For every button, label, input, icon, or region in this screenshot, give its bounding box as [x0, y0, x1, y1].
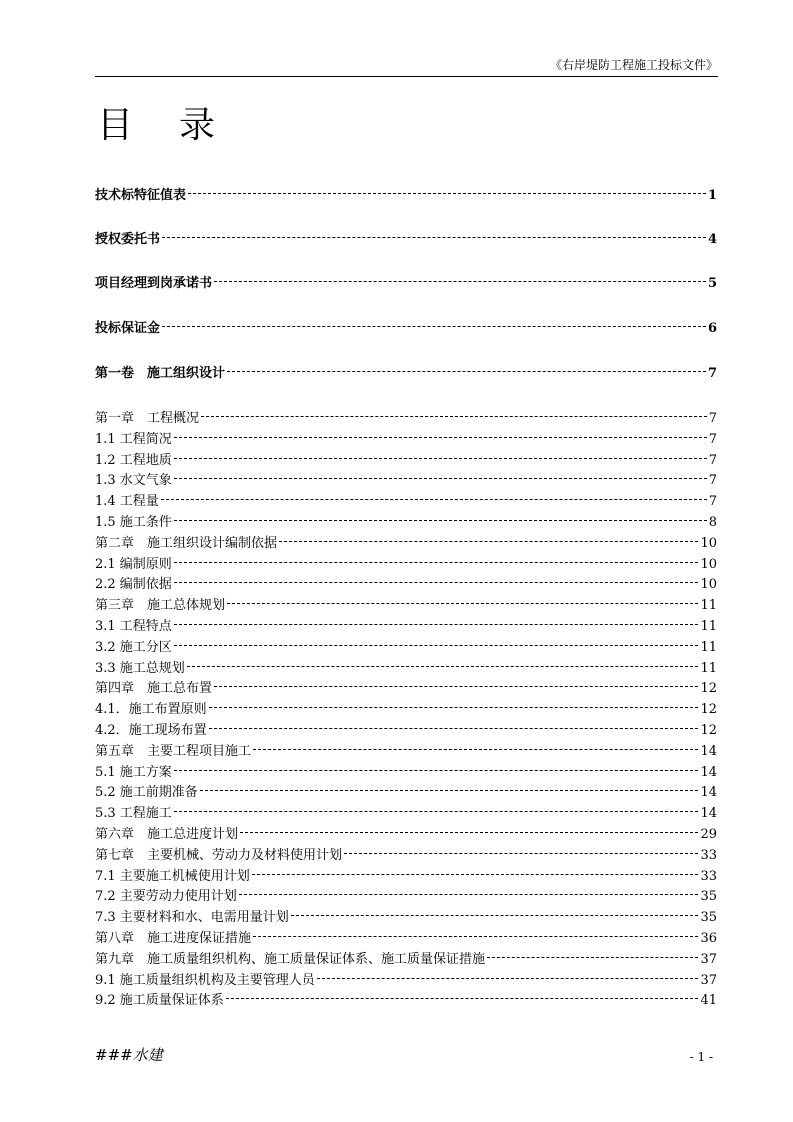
toc-entry-page: 12	[700, 723, 717, 737]
toc-entry-label: 第五章 主要工程项目施工	[95, 744, 252, 758]
toc-entry[interactable]	[95, 927, 717, 945]
toc-entry-page: 12	[700, 681, 717, 695]
toc-leader-dots	[174, 453, 707, 463]
toc-entry[interactable]	[95, 885, 717, 903]
toc-entry-label: 7.1 主要施工机械使用计划	[95, 869, 250, 883]
toc-entry-label: 第七章 主要机械、劳动力及材料使用计划	[95, 848, 343, 862]
toc-leader-dots	[200, 785, 699, 795]
toc-entry[interactable]	[95, 657, 717, 675]
toc-entry-label: 第九章 施工质量组织机构、施工质量保证体系、施工质量保证措施	[95, 952, 486, 966]
toc-entry[interactable]	[95, 407, 717, 425]
toc-leader-dots	[279, 536, 698, 546]
toc-entry-label: 2.2 编制依据	[95, 577, 172, 591]
toc-entry[interactable]	[95, 761, 717, 779]
toc-entry-page: 10	[700, 577, 717, 591]
toc-entry-page: 11	[700, 661, 717, 675]
page-header	[95, 58, 718, 77]
toc-entry[interactable]	[95, 844, 717, 862]
toc-leader-dots	[162, 232, 706, 242]
toc-entry-label: 第八章 施工进度保证措施	[95, 931, 252, 945]
toc-entry-page: 11	[700, 598, 717, 612]
toc-leader-dots	[253, 744, 698, 754]
toc-entry[interactable]	[95, 948, 717, 966]
toc-entry-page: 7	[708, 473, 717, 487]
toc-entry-page: 12	[700, 702, 717, 716]
toc-entry-label: 项目经理到岗承诺书	[95, 276, 213, 290]
toc-entry-page: 7	[708, 432, 717, 446]
toc-entry-major[interactable]	[95, 184, 717, 202]
toc-entry-label: 技术标特征值表	[95, 188, 187, 202]
toc-leader-dots	[214, 276, 706, 286]
toc-entry-page: 14	[700, 765, 717, 779]
toc-entry-page: 7	[708, 411, 717, 425]
toc-entry-page: 35	[700, 889, 717, 903]
toc-entry-label: 1.1 工程简况	[95, 432, 172, 446]
toc-leader-dots	[201, 411, 707, 421]
toc-entry-label: 3.2 施工分区	[95, 640, 172, 654]
toc-entry-label: 第四章 施工总布置	[95, 681, 213, 695]
toc-entry-major[interactable]	[95, 317, 717, 335]
footer-company: ###水建	[95, 1046, 163, 1064]
toc-entry[interactable]	[95, 698, 717, 716]
toc-entry[interactable]	[95, 573, 717, 591]
toc-leader-dots	[174, 515, 707, 525]
toc-entry-page: 14	[700, 806, 717, 820]
toc-leader-dots	[317, 973, 699, 983]
toc-entry-page: 11	[700, 619, 717, 633]
toc-entry-page: 7	[707, 366, 717, 380]
toc-entry-label: 第二章 施工组织设计编制依据	[95, 536, 278, 550]
toc-entry-page: 11	[700, 640, 717, 654]
toc-leader-dots	[227, 366, 706, 376]
toc-entry-page: 35	[700, 910, 717, 924]
toc-entry[interactable]	[95, 989, 717, 1007]
toc-entry-page: 29	[700, 827, 717, 841]
toc-entry-major[interactable]	[95, 228, 717, 246]
toc-entry-label: 1.2 工程地质	[95, 453, 172, 467]
toc-entry-label: 1.4 工程量	[95, 494, 159, 508]
toc-entry-label: 1.3 水文气象	[95, 473, 172, 487]
toc-leader-dots	[226, 993, 699, 1003]
toc-entry-page: 10	[700, 536, 717, 550]
toc-leader-dots	[253, 931, 698, 941]
toc-entry-label: 第一卷 施工组织设计	[95, 366, 226, 380]
toc-leader-dots	[209, 702, 699, 712]
toc-entry[interactable]	[95, 781, 717, 799]
toc-entry[interactable]	[95, 490, 717, 508]
toc-entry-major[interactable]	[95, 272, 717, 290]
toc-leader-dots	[240, 827, 698, 837]
toc-entry-page: 1	[707, 188, 717, 202]
toc-entry[interactable]	[95, 719, 717, 737]
toc-entry-label: 5.2 施工前期准备	[95, 785, 198, 799]
toc-leader-dots	[487, 952, 698, 962]
toc-entry-label: 7.3 主要材料和水、电需用量计划	[95, 910, 289, 924]
toc-entry-label: 5.1 施工方案	[95, 765, 172, 779]
toc-leader-dots	[291, 910, 699, 920]
toc-entry[interactable]	[95, 802, 717, 820]
toc-entry[interactable]	[95, 615, 717, 633]
toc-entry-label: 3.1 工程特点	[95, 619, 172, 633]
toc-entry-label: 2.1 编制原则	[95, 557, 172, 571]
toc-entry-page: 41	[700, 993, 717, 1007]
toc-entry-page: 10	[700, 557, 717, 571]
toc-leader-dots	[161, 494, 707, 504]
toc-entry-page: 37	[700, 973, 717, 987]
toc-entry-label: 4.1．施工布置原则	[95, 702, 207, 716]
page-title: 目录	[97, 105, 262, 146]
toc-entry-page: 8	[708, 515, 717, 529]
toc-entry-page: 36	[700, 931, 717, 945]
toc-leader-dots	[252, 869, 699, 879]
toc-entry-label: 第三章 施工总体规划	[95, 598, 226, 612]
toc-entry[interactable]	[95, 969, 717, 987]
toc-leader-dots	[174, 577, 699, 587]
toc-leader-dots	[174, 619, 699, 629]
toc-entry-page: 37	[700, 952, 717, 966]
toc-leader-dots	[209, 723, 699, 733]
toc-leader-dots	[174, 765, 699, 775]
toc-entry[interactable]	[95, 553, 717, 571]
toc-entry[interactable]	[95, 532, 717, 550]
toc-entry[interactable]	[95, 906, 717, 924]
toc-entry[interactable]	[95, 428, 717, 446]
toc-leader-dots	[174, 557, 699, 567]
toc-entry-label: 7.2 主要劳动力使用计划	[95, 889, 237, 903]
toc-leader-dots	[174, 640, 699, 650]
toc-leader-dots	[214, 681, 698, 691]
toc-entry[interactable]	[95, 469, 717, 487]
toc-leader-dots	[227, 598, 698, 608]
toc-leader-dots	[162, 321, 706, 331]
toc-entry[interactable]	[95, 636, 717, 654]
toc-entry-label: 第一章 工程概况	[95, 411, 200, 425]
toc-entry-page: 33	[700, 869, 717, 883]
toc-entry[interactable]	[95, 511, 717, 529]
toc-entry[interactable]	[95, 823, 717, 841]
toc-entry-label: 9.1 施工质量组织机构及主要管理人员	[95, 973, 315, 987]
toc-entry-page: 5	[707, 276, 717, 290]
toc-entry-page: 14	[700, 785, 717, 799]
toc-leader-dots	[174, 432, 707, 442]
toc-entry[interactable]	[95, 865, 717, 883]
toc-entry-label: 1.5 施工条件	[95, 515, 172, 529]
toc-entry-label: 4.2．施工现场布置	[95, 723, 207, 737]
toc-leader-dots	[239, 889, 699, 899]
toc-leader-dots	[174, 473, 707, 483]
toc-entry-page: 7	[708, 494, 717, 508]
toc-entry-label: 第六章 施工总进度计划	[95, 827, 239, 841]
toc-entry-label: 3.3 施工总规划	[95, 661, 185, 675]
footer-page-number: - 1 -	[689, 1050, 713, 1064]
toc-leader-dots	[188, 188, 706, 198]
toc-entry-label: 投标保证金	[95, 321, 161, 335]
toc-entry-page: 14	[700, 744, 717, 758]
toc-entry-page: 4	[707, 232, 717, 246]
toc-entry[interactable]	[95, 677, 717, 695]
toc-entry-page: 6	[707, 321, 717, 335]
toc-entry-label: 授权委托书	[95, 232, 161, 246]
toc-leader-dots	[344, 848, 698, 858]
header-doc-title: 《右岸堤防工程施工投标文件》	[549, 58, 718, 72]
toc-entry[interactable]	[95, 594, 717, 612]
toc-entry-label: 5.3 工程施工	[95, 806, 172, 820]
toc-leader-dots	[187, 661, 699, 671]
toc-entry[interactable]	[95, 449, 717, 467]
toc-entry-page: 7	[708, 453, 717, 467]
toc-leader-dots	[174, 806, 699, 816]
toc-entry[interactable]	[95, 740, 717, 758]
toc-entry-label: 9.2 施工质量保证体系	[95, 993, 224, 1007]
toc-entry-page: 33	[700, 848, 717, 862]
toc-entry-major[interactable]	[95, 362, 717, 380]
